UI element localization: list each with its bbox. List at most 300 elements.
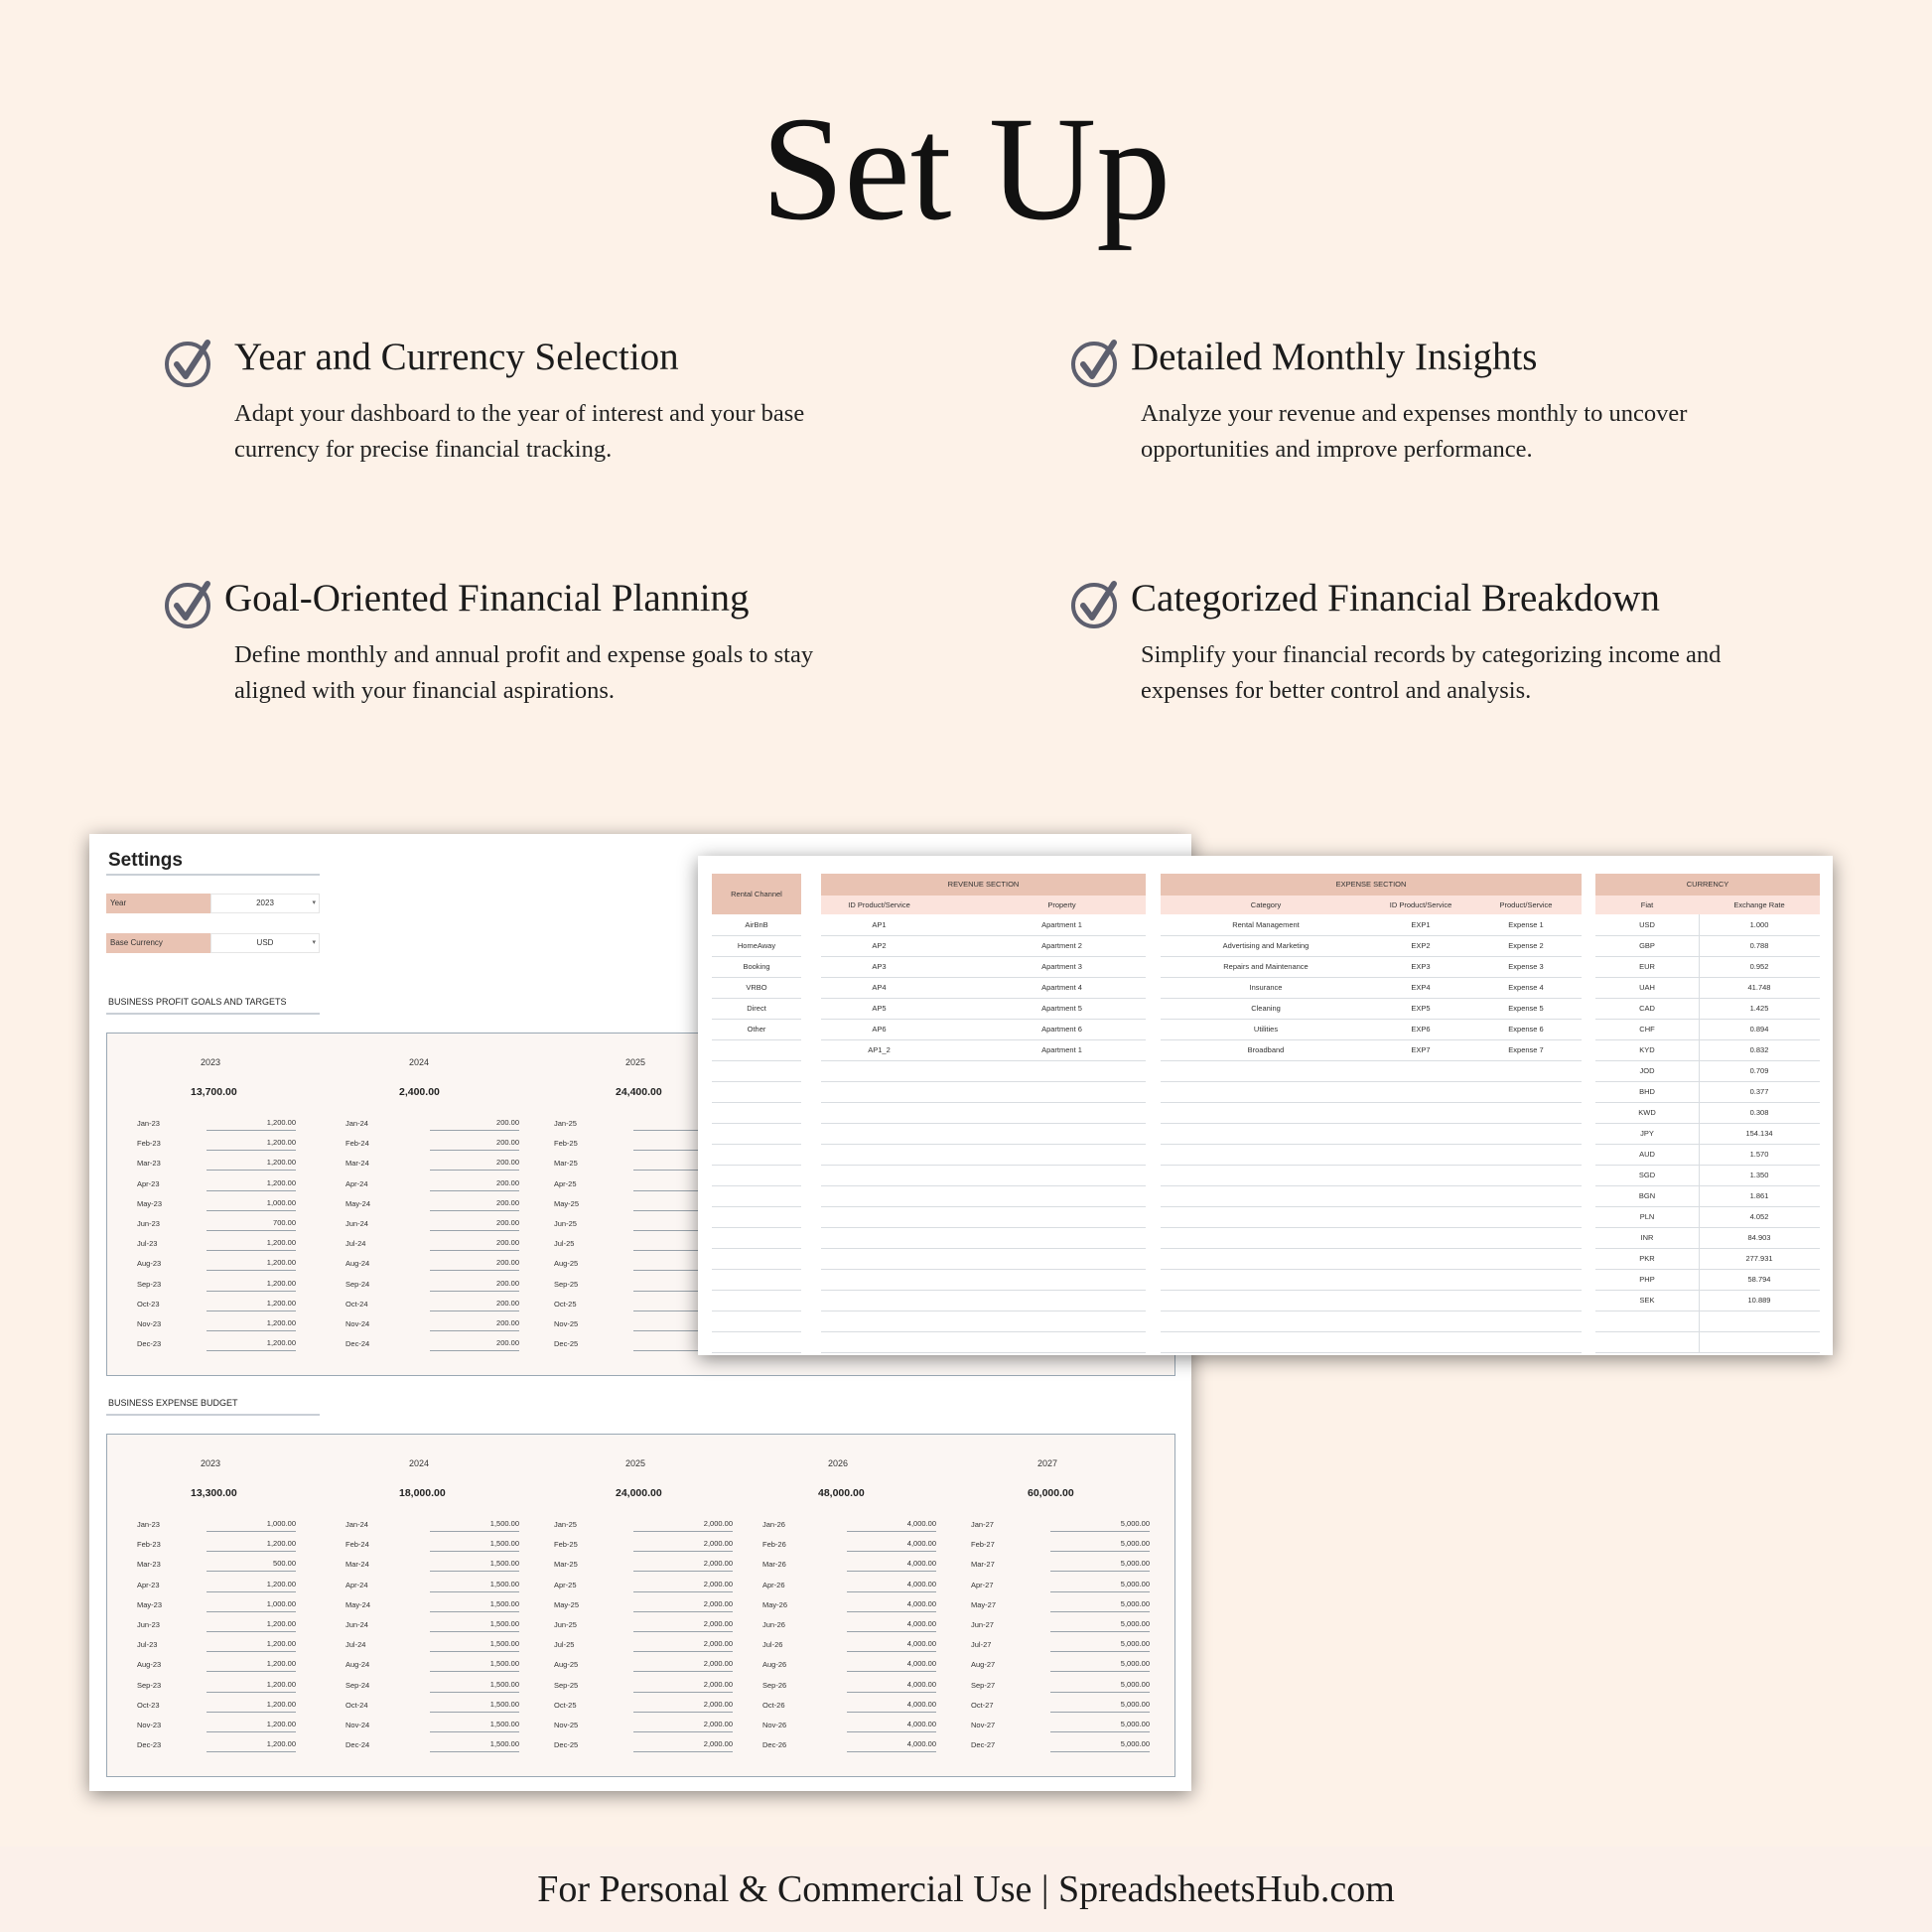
table-cell[interactable]: 1.570 xyxy=(1749,1150,1769,1159)
month-value[interactable]: 4,000.00 xyxy=(847,1739,936,1752)
month-label: May-24 xyxy=(345,1198,371,1208)
table-row xyxy=(554,1701,733,1721)
table-cell[interactable]: 1.861 xyxy=(1749,1191,1769,1200)
month-value[interactable]: 1,200.00 xyxy=(207,1539,296,1552)
month-value[interactable]: 1,200.00 xyxy=(207,1639,296,1652)
month-value[interactable]: 1,200.00 xyxy=(207,1299,296,1311)
month-value[interactable]: 1,500.00 xyxy=(430,1539,519,1552)
month-value[interactable]: 5,000.00 xyxy=(1050,1539,1150,1552)
table-cell[interactable]: CAD xyxy=(1639,1004,1655,1013)
year-total: 24,000.00 xyxy=(616,1487,662,1499)
table-row xyxy=(762,1520,936,1540)
table-cell[interactable]: Expense 3 xyxy=(1508,962,1544,971)
table-row xyxy=(712,1206,801,1228)
table-cell[interactable]: UAH xyxy=(1639,983,1655,992)
table-cell[interactable]: 1.350 xyxy=(1749,1171,1769,1179)
month-label: Mar-24 xyxy=(345,1159,369,1169)
month-label: Nov-23 xyxy=(137,1319,162,1328)
month-value[interactable]: 1,200.00 xyxy=(207,1680,296,1693)
table-cell[interactable]: 0.952 xyxy=(1749,962,1769,971)
dropdown-arrow-icon[interactable]: ▾ xyxy=(312,899,316,906)
table-cell[interactable]: Utilities xyxy=(1253,1025,1279,1034)
table-cell[interactable]: AP5 xyxy=(872,1004,887,1013)
table-row xyxy=(554,1740,733,1760)
table-cell[interactable]: EXP1 xyxy=(1411,920,1431,929)
month-label: Feb-27 xyxy=(971,1540,995,1550)
table-row xyxy=(345,1339,519,1359)
table-cell[interactable]: 4.052 xyxy=(1749,1212,1769,1221)
table-row xyxy=(137,1540,296,1560)
table-cell[interactable]: PLN xyxy=(1639,1212,1655,1221)
month-value[interactable]: 2,000.00 xyxy=(633,1639,733,1652)
expense-budget-heading: BUSINESS EXPENSE BUDGET xyxy=(108,1398,238,1408)
month-value[interactable]: 1,200.00 xyxy=(207,1158,296,1171)
table-cell[interactable]: Expense 1 xyxy=(1508,920,1544,929)
table-cell[interactable]: Apartment 4 xyxy=(1041,983,1082,992)
month-label: Jul-25 xyxy=(554,1640,575,1650)
table-row xyxy=(1161,1165,1582,1186)
month-value[interactable]: 4,000.00 xyxy=(847,1619,936,1632)
month-value[interactable]: 4,000.00 xyxy=(847,1599,936,1612)
table-cell[interactable]: Apartment 6 xyxy=(1041,1025,1082,1034)
table-cell[interactable]: 41.748 xyxy=(1747,983,1771,992)
table-row xyxy=(1595,935,1820,957)
month-value[interactable]: 1,500.00 xyxy=(430,1700,519,1713)
month-value[interactable]: 1,500.00 xyxy=(430,1599,519,1612)
month-label: Jul-25 xyxy=(554,1239,575,1249)
month-label: Feb-23 xyxy=(137,1540,161,1550)
month-value[interactable]: 1,200.00 xyxy=(207,1118,296,1131)
table-cell[interactable]: JPY xyxy=(1640,1129,1654,1138)
table-row xyxy=(137,1300,296,1319)
table-row xyxy=(1595,977,1820,999)
month-value[interactable]: 5,000.00 xyxy=(1050,1580,1150,1592)
table-cell[interactable]: USD xyxy=(1639,920,1655,929)
table-cell[interactable]: Direct xyxy=(747,1004,766,1013)
month-value[interactable]: 2,000.00 xyxy=(633,1659,733,1672)
table-row xyxy=(712,1331,801,1353)
table-cell[interactable]: Apartment 1 xyxy=(1041,920,1082,929)
table-row xyxy=(137,1620,296,1640)
year-select[interactable] xyxy=(106,894,320,913)
year-total: 60,000.00 xyxy=(1028,1487,1074,1499)
table-row xyxy=(712,1185,801,1207)
table-header: REVENUE SECTION xyxy=(821,874,1146,896)
month-value[interactable]: 5,000.00 xyxy=(1050,1639,1150,1652)
year-value[interactable]: 2023 xyxy=(210,894,320,913)
table-cell[interactable]: EXP7 xyxy=(1411,1045,1431,1054)
table-row xyxy=(1161,1019,1582,1040)
table-cell[interactable]: JOD xyxy=(1639,1066,1655,1075)
month-value[interactable]: 200.00 xyxy=(430,1198,519,1211)
settings-title: Settings xyxy=(108,850,183,871)
table-row xyxy=(1161,1102,1582,1124)
month-label: May-26 xyxy=(762,1599,788,1609)
month-value[interactable]: 700.00 xyxy=(207,1218,296,1231)
month-value[interactable]: 5,000.00 xyxy=(1050,1739,1150,1752)
table-cell[interactable]: Other xyxy=(747,1025,766,1034)
table-cell[interactable]: AP2 xyxy=(872,941,887,950)
month-label: Mar-23 xyxy=(137,1560,161,1570)
month-value[interactable]: 1,200.00 xyxy=(207,1338,296,1351)
month-label: Aug-24 xyxy=(345,1259,370,1269)
month-value[interactable]: 5,000.00 xyxy=(1050,1559,1150,1572)
table-row xyxy=(712,1039,801,1061)
month-value[interactable]: 5,000.00 xyxy=(1050,1700,1150,1713)
table-cell[interactable]: VRBO xyxy=(746,983,767,992)
table-cell[interactable]: Rental Management xyxy=(1232,920,1300,929)
table-cell[interactable]: PHP xyxy=(1639,1275,1655,1284)
table-row xyxy=(821,1081,1146,1103)
table-cell[interactable]: EXP2 xyxy=(1411,941,1431,950)
month-label: Jul-27 xyxy=(971,1640,992,1650)
month-label: Jan-26 xyxy=(762,1520,785,1529)
table-row xyxy=(1161,1311,1582,1332)
table-cell[interactable]: Apartment 1 xyxy=(1041,1045,1082,1054)
table-cell[interactable]: HomeAway xyxy=(737,941,776,950)
table-cell[interactable]: Expense 5 xyxy=(1508,1004,1544,1013)
table-cell[interactable]: 0.709 xyxy=(1749,1066,1769,1075)
table-row xyxy=(971,1620,1150,1640)
table-row xyxy=(712,1248,801,1270)
table-row xyxy=(1595,1144,1820,1166)
table-row xyxy=(1595,1248,1820,1270)
month-label: Dec-23 xyxy=(137,1740,162,1750)
month-value[interactable]: 500.00 xyxy=(207,1559,296,1572)
feature-text: Simplify your financial records by categorizing income and expenses for better control and analysis. xyxy=(1141,641,1722,704)
month-value[interactable]: 5,000.00 xyxy=(1050,1659,1150,1672)
month-label: Apr-25 xyxy=(554,1580,577,1589)
month-value[interactable]: 2,000.00 xyxy=(633,1559,733,1572)
table-row xyxy=(137,1721,296,1740)
month-value[interactable]: 2,000.00 xyxy=(633,1720,733,1732)
table-cell[interactable]: Expense 2 xyxy=(1508,941,1544,950)
table-row xyxy=(345,1179,519,1199)
month-value[interactable]: 1,200.00 xyxy=(207,1619,296,1632)
table-row xyxy=(1595,1185,1820,1207)
month-label: Apr-24 xyxy=(345,1580,368,1589)
table-row xyxy=(1161,998,1582,1020)
table-cell[interactable]: AP1_2 xyxy=(868,1045,891,1054)
month-value[interactable]: 4,000.00 xyxy=(847,1639,936,1652)
month-value[interactable]: 5,000.00 xyxy=(1050,1519,1150,1532)
table-row xyxy=(1595,1081,1820,1103)
month-value[interactable]: 1,200.00 xyxy=(207,1238,296,1251)
month-value[interactable]: 2,000.00 xyxy=(633,1580,733,1592)
column-headers xyxy=(821,896,1146,914)
table-cell[interactable]: BHD xyxy=(1639,1087,1655,1096)
table-cell[interactable]: Booking xyxy=(743,962,770,971)
month-value[interactable]: 1,200.00 xyxy=(207,1318,296,1331)
month-label: Jan-25 xyxy=(554,1520,577,1529)
month-label: Oct-24 xyxy=(345,1299,368,1309)
month-value[interactable]: 1,200.00 xyxy=(207,1720,296,1732)
table-row xyxy=(345,1681,519,1701)
month-value[interactable]: 1,500.00 xyxy=(430,1580,519,1592)
month-value[interactable]: 200.00 xyxy=(430,1218,519,1231)
month-value[interactable]: 2,000.00 xyxy=(633,1739,733,1752)
month-value[interactable]: 1,500.00 xyxy=(430,1739,519,1752)
table-cell[interactable]: EXP6 xyxy=(1411,1025,1431,1034)
month-label: Apr-24 xyxy=(345,1178,368,1188)
table-cell[interactable]: Broadband xyxy=(1247,1045,1285,1054)
table-row xyxy=(137,1740,296,1760)
table-row xyxy=(821,1060,1146,1082)
table-row xyxy=(345,1721,519,1740)
month-label: Oct-27 xyxy=(971,1700,994,1710)
month-value[interactable]: 4,000.00 xyxy=(847,1700,936,1713)
month-label: Oct-26 xyxy=(762,1700,785,1710)
table-cell[interactable]: CHF xyxy=(1639,1025,1655,1034)
table-cell[interactable]: AirBnB xyxy=(745,920,768,929)
table-cell[interactable]: 84.903 xyxy=(1747,1233,1771,1242)
table-cell[interactable]: KWD xyxy=(1638,1108,1656,1117)
month-label: Apr-25 xyxy=(554,1178,577,1188)
table-cell[interactable]: Apartment 3 xyxy=(1041,962,1082,971)
check-circle-icon xyxy=(1070,578,1122,629)
table-cell[interactable]: AUD xyxy=(1639,1150,1655,1159)
year-heading: 2027 xyxy=(1037,1458,1058,1468)
month-label: Jul-24 xyxy=(345,1640,366,1650)
month-label: Feb-26 xyxy=(762,1540,786,1550)
month-value[interactable]: 1,500.00 xyxy=(430,1659,519,1672)
table-row xyxy=(137,1660,296,1680)
table-row xyxy=(1595,1227,1820,1249)
month-value[interactable]: 2,000.00 xyxy=(633,1619,733,1632)
feature-monthly-insights xyxy=(1070,333,1805,468)
table-row xyxy=(554,1660,733,1680)
table-row xyxy=(1595,956,1820,978)
table-cell[interactable]: 277.931 xyxy=(1745,1254,1773,1263)
table-cell[interactable]: Advertising and Marketing xyxy=(1222,941,1310,950)
month-value[interactable]: 1,500.00 xyxy=(430,1639,519,1652)
table-cell[interactable]: Apartment 2 xyxy=(1041,941,1082,950)
month-value[interactable]: 1,200.00 xyxy=(207,1258,296,1271)
month-value[interactable]: 5,000.00 xyxy=(1050,1619,1150,1632)
month-value[interactable]: 1,500.00 xyxy=(430,1519,519,1532)
month-label: Feb-25 xyxy=(554,1139,578,1149)
dropdown-arrow-icon[interactable]: ▾ xyxy=(312,939,316,946)
table-cell[interactable]: AP4 xyxy=(872,983,887,992)
month-label: Nov-23 xyxy=(137,1721,162,1729)
month-value[interactable]: 200.00 xyxy=(430,1138,519,1151)
table-row xyxy=(821,1331,1146,1353)
month-value[interactable]: 2,000.00 xyxy=(633,1519,733,1532)
table-cell[interactable]: SEK xyxy=(1639,1296,1655,1305)
month-value[interactable]: 2,000.00 xyxy=(633,1680,733,1693)
table-row xyxy=(712,1165,801,1186)
month-value[interactable]: 200.00 xyxy=(430,1279,519,1292)
month-label: Jan-24 xyxy=(345,1119,368,1128)
table-cell[interactable]: AP6 xyxy=(872,1025,887,1034)
revenue-table xyxy=(821,874,1146,1355)
table-row xyxy=(762,1660,936,1680)
month-label: Nov-25 xyxy=(554,1721,579,1729)
month-value[interactable]: 5,000.00 xyxy=(1050,1599,1150,1612)
month-value[interactable]: 4,000.00 xyxy=(847,1559,936,1572)
table-cell[interactable]: PKR xyxy=(1639,1254,1655,1263)
table-row xyxy=(1161,1331,1582,1353)
table-row xyxy=(1595,1019,1820,1040)
table-cell[interactable]: Expense 4 xyxy=(1508,983,1544,992)
table-row xyxy=(554,1581,733,1600)
month-value[interactable]: 1,200.00 xyxy=(207,1700,296,1713)
table-row xyxy=(345,1119,519,1139)
month-value[interactable]: 5,000.00 xyxy=(1050,1720,1150,1732)
month-label: Mar-25 xyxy=(554,1159,578,1169)
table-cell[interactable]: 0.788 xyxy=(1749,941,1769,950)
month-value[interactable]: 200.00 xyxy=(430,1258,519,1271)
table-cell[interactable]: 0.894 xyxy=(1749,1025,1769,1034)
table-row xyxy=(821,1019,1146,1040)
table-cell[interactable]: 154.134 xyxy=(1745,1129,1773,1138)
month-value[interactable]: 1,500.00 xyxy=(430,1680,519,1693)
month-value[interactable]: 4,000.00 xyxy=(847,1539,936,1552)
table-cell[interactable]: INR xyxy=(1640,1233,1654,1242)
table-cell[interactable]: EXP3 xyxy=(1411,962,1431,971)
month-value[interactable]: 5,000.00 xyxy=(1050,1680,1150,1693)
month-value[interactable]: 4,000.00 xyxy=(847,1580,936,1592)
table-row xyxy=(821,1248,1146,1270)
currency-select[interactable] xyxy=(106,933,320,953)
table-header: EXPENSE SECTION xyxy=(1161,874,1582,896)
currency-table xyxy=(1595,874,1820,1355)
table-cell[interactable]: Cleaning xyxy=(1251,1004,1281,1013)
year-total: 48,000.00 xyxy=(818,1487,865,1499)
month-value[interactable]: 1,200.00 xyxy=(207,1279,296,1292)
table-row xyxy=(137,1701,296,1721)
table-cell[interactable]: KYD xyxy=(1639,1045,1655,1054)
table-row xyxy=(712,1123,801,1145)
currency-label: Base Currency xyxy=(106,933,210,953)
table-row xyxy=(762,1581,936,1600)
month-label: Apr-27 xyxy=(971,1580,994,1589)
month-label: Oct-24 xyxy=(345,1700,368,1710)
check-circle-icon xyxy=(164,337,215,388)
column-header: Exchange Rate xyxy=(1733,900,1785,909)
table-cell[interactable]: 10.889 xyxy=(1747,1296,1771,1305)
table-row xyxy=(762,1681,936,1701)
month-value[interactable]: 4,000.00 xyxy=(847,1720,936,1732)
table-row xyxy=(137,1199,296,1219)
table-cell[interactable]: 0.308 xyxy=(1749,1108,1769,1117)
month-value[interactable]: 200.00 xyxy=(430,1118,519,1131)
rental-channel-table xyxy=(712,874,801,1355)
table-cell[interactable]: 0.377 xyxy=(1749,1087,1769,1096)
table-row xyxy=(345,1640,519,1660)
table-row xyxy=(762,1721,936,1740)
month-value[interactable]: 1,200.00 xyxy=(207,1659,296,1672)
table-cell[interactable]: 1.425 xyxy=(1749,1004,1769,1013)
column-header: Product/Service xyxy=(1499,900,1553,909)
table-cell[interactable]: 0.832 xyxy=(1749,1045,1769,1054)
table-row xyxy=(345,1300,519,1319)
table-cell[interactable]: Expense 7 xyxy=(1508,1045,1544,1054)
table-cell[interactable]: GBP xyxy=(1639,941,1655,950)
month-label: Nov-24 xyxy=(345,1319,370,1328)
month-value[interactable]: 200.00 xyxy=(430,1238,519,1251)
month-value[interactable]: 1,000.00 xyxy=(207,1519,296,1532)
table-row xyxy=(1595,1206,1820,1228)
column-header: Fiat xyxy=(1640,900,1654,909)
table-cell[interactable]: BGN xyxy=(1638,1191,1656,1200)
month-value[interactable]: 200.00 xyxy=(430,1299,519,1311)
table-cell[interactable]: EXP4 xyxy=(1411,983,1431,992)
month-label: Jul-23 xyxy=(137,1239,158,1249)
month-label: Jan-24 xyxy=(345,1520,368,1529)
month-value[interactable]: 200.00 xyxy=(430,1338,519,1351)
table-row xyxy=(971,1560,1150,1580)
month-value[interactable]: 4,000.00 xyxy=(847,1659,936,1672)
table-row xyxy=(712,1081,801,1103)
divider xyxy=(106,1414,320,1416)
table-row xyxy=(821,935,1146,957)
month-value[interactable]: 1,200.00 xyxy=(207,1580,296,1592)
month-label: Sep-27 xyxy=(971,1680,996,1690)
month-label: Jun-23 xyxy=(137,1620,160,1629)
table-row xyxy=(345,1520,519,1540)
month-value[interactable]: 2,000.00 xyxy=(633,1599,733,1612)
month-label: Aug-26 xyxy=(762,1660,787,1670)
table-cell[interactable]: Apartment 5 xyxy=(1041,1004,1082,1013)
table-row xyxy=(137,1179,296,1199)
table-row xyxy=(345,1620,519,1640)
month-value[interactable]: 1,200.00 xyxy=(207,1178,296,1191)
month-value[interactable]: 200.00 xyxy=(430,1318,519,1331)
month-label: Aug-25 xyxy=(554,1660,579,1670)
month-value[interactable]: 2,000.00 xyxy=(633,1539,733,1552)
table-cell[interactable]: AP3 xyxy=(872,962,887,971)
month-label: Sep-24 xyxy=(345,1279,370,1289)
table-row xyxy=(345,1581,519,1600)
month-value[interactable]: 200.00 xyxy=(430,1158,519,1171)
month-label: Dec-25 xyxy=(554,1740,579,1750)
month-label: Oct-25 xyxy=(554,1700,577,1710)
table-cell[interactable]: EXP5 xyxy=(1411,1004,1431,1013)
table-row xyxy=(1161,977,1582,999)
table-cell[interactable]: AP1 xyxy=(872,920,887,929)
month-value[interactable]: 1,000.00 xyxy=(207,1599,296,1612)
table-cell[interactable]: Expense 6 xyxy=(1508,1025,1544,1034)
table-row xyxy=(1595,998,1820,1020)
table-cell[interactable]: 58.794 xyxy=(1747,1275,1771,1284)
table-row xyxy=(137,1259,296,1279)
table-cell[interactable]: EUR xyxy=(1639,962,1655,971)
currency-value[interactable]: USD xyxy=(210,933,320,953)
month-value[interactable]: 4,000.00 xyxy=(847,1680,936,1693)
table-cell[interactable]: Insurance xyxy=(1249,983,1283,992)
month-value[interactable]: 1,000.00 xyxy=(207,1198,296,1211)
table-row xyxy=(345,1199,519,1219)
table-row xyxy=(712,1290,801,1311)
table-row xyxy=(345,1701,519,1721)
month-value[interactable]: 1,500.00 xyxy=(430,1720,519,1732)
table-cell[interactable]: Repairs and Maintenance xyxy=(1223,962,1309,971)
month-value[interactable]: 4,000.00 xyxy=(847,1519,936,1532)
feature-title: Categorized Financial Breakdown xyxy=(1131,577,1660,620)
month-value[interactable]: 1,200.00 xyxy=(207,1138,296,1151)
month-value[interactable]: 1,500.00 xyxy=(430,1559,519,1572)
month-label: Mar-26 xyxy=(762,1560,786,1570)
table-row xyxy=(137,1280,296,1300)
month-value[interactable]: 200.00 xyxy=(430,1178,519,1191)
month-value[interactable]: 2,000.00 xyxy=(633,1700,733,1713)
month-value[interactable]: 1,500.00 xyxy=(430,1619,519,1632)
column-header: Category xyxy=(1250,900,1282,909)
month-value[interactable]: 1,200.00 xyxy=(207,1739,296,1752)
table-cell[interactable]: SGD xyxy=(1638,1171,1656,1179)
table-cell[interactable]: 1.000 xyxy=(1749,920,1769,929)
